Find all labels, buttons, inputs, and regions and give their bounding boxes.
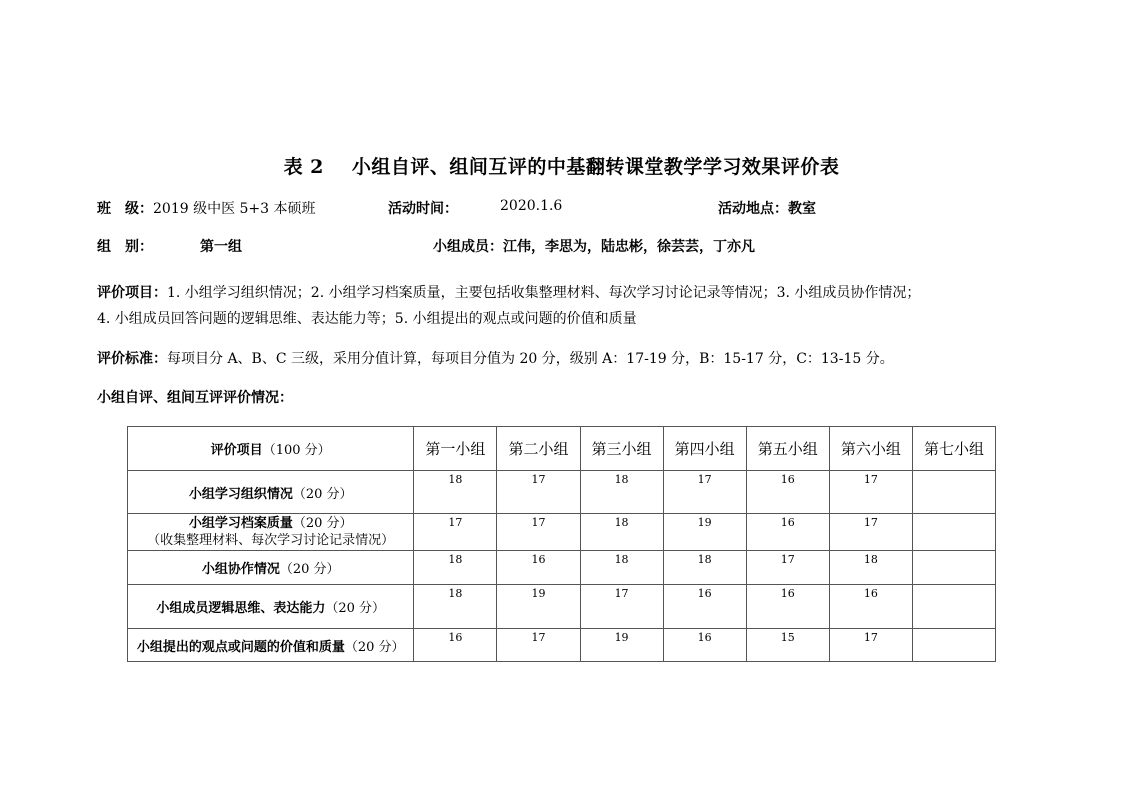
- score-cell: 18: [414, 551, 497, 585]
- header-group-3: 第三小组: [580, 427, 663, 471]
- score-cell: 17: [746, 551, 829, 585]
- table-header-row: [128, 427, 996, 471]
- score-cell: [912, 471, 995, 514]
- score-cell: 16: [414, 629, 497, 662]
- table-row: [128, 551, 996, 585]
- score-cell: 18: [829, 551, 912, 585]
- row-label: 小组协作情况（20 分）: [128, 551, 414, 585]
- items-text-1: 1. 小组学习组织情况；2. 小组学习档案质量，主要包括收集整理材料、每次学习讨论记录等情况；3. 小组成员协作情况；: [167, 285, 921, 301]
- members-info: [433, 236, 755, 256]
- score-cell: 17: [414, 514, 497, 551]
- table-row: [128, 514, 996, 551]
- class-label: 班 级：: [97, 201, 153, 217]
- score-cell: 19: [580, 629, 663, 662]
- score-cell: 17: [829, 514, 912, 551]
- score-cell: 16: [746, 514, 829, 551]
- evaluation-standard: [97, 346, 1037, 372]
- table-row: [128, 471, 996, 514]
- items-label: 评价项目：: [97, 285, 167, 301]
- score-cell: 16: [746, 471, 829, 514]
- header-item: 评价项目（100 分）: [128, 427, 414, 471]
- score-cell: 16: [497, 551, 580, 585]
- page-title: [0, 152, 1123, 179]
- score-cell: 17: [497, 514, 580, 551]
- class-info: [97, 198, 316, 218]
- class-value: 2019 级中医 5+3 本硕班: [153, 201, 316, 217]
- score-cell: 18: [414, 585, 497, 629]
- header-group-5: 第五小组: [746, 427, 829, 471]
- row-label: 小组学习组织情况（20 分）: [128, 471, 414, 514]
- evaluation-table: [127, 426, 996, 662]
- score-cell: 16: [663, 585, 746, 629]
- score-cell: 16: [663, 629, 746, 662]
- row-label: 小组提出的观点或问题的价值和质量（20 分）: [128, 629, 414, 662]
- members-label: 小组成员：: [433, 239, 503, 255]
- time-value: 2020.1.6: [500, 198, 563, 214]
- score-cell: 15: [746, 629, 829, 662]
- score-cell: 17: [829, 471, 912, 514]
- score-cell: [912, 629, 995, 662]
- score-cell: [912, 514, 995, 551]
- items-text-2: 4. 小组成员回答问题的逻辑思维、表达能力等；5. 小组提出的观点或问题的价值和质量: [97, 311, 637, 327]
- row-label: 小组学习档案质量（20 分） （收集整理材料、每次学习讨论记录情况）: [128, 514, 414, 551]
- place-info: [718, 198, 816, 218]
- table-row: [128, 585, 996, 629]
- score-cell: 16: [829, 585, 912, 629]
- score-cell: 18: [663, 551, 746, 585]
- standard-text: 每项目分 A、B、C 三级，采用分值计算，每项目分值为 20 分，级别 A：17-19 分，B：15-17 分，C：13-15 分。: [167, 351, 894, 367]
- score-cell: 18: [580, 514, 663, 551]
- table-number: 表 2: [283, 156, 324, 178]
- score-cell: 17: [829, 629, 912, 662]
- time-label: 活动时间：: [388, 201, 458, 217]
- row-label: 小组成员逻辑思维、表达能力（20 分）: [128, 585, 414, 629]
- section-label: 小组自评、组间互评评价情况：: [97, 390, 293, 406]
- place-value: 教室: [788, 201, 816, 217]
- header-group-2: 第二小组: [497, 427, 580, 471]
- score-cell: 16: [746, 585, 829, 629]
- score-cell: 18: [414, 471, 497, 514]
- evaluation-items: [97, 280, 1037, 332]
- header-group-7: 第七小组: [912, 427, 995, 471]
- place-label: 活动地点：: [718, 201, 788, 217]
- score-cell: [912, 585, 995, 629]
- score-cell: 19: [663, 514, 746, 551]
- score-cell: 17: [663, 471, 746, 514]
- table-row: [128, 629, 996, 662]
- score-cell: 17: [580, 585, 663, 629]
- score-cell: 19: [497, 585, 580, 629]
- score-cell: 18: [580, 551, 663, 585]
- score-cell: 18: [580, 471, 663, 514]
- score-cell: [912, 551, 995, 585]
- group-label: 组 别：: [97, 239, 153, 255]
- header-group-1: 第一小组: [414, 427, 497, 471]
- members-value: 江伟，李思为，陆忠彬，徐芸芸，丁亦凡: [503, 239, 755, 255]
- score-cell: 17: [497, 629, 580, 662]
- score-cell: 17: [497, 471, 580, 514]
- header-group-6: 第六小组: [829, 427, 912, 471]
- title-text: 小组自评、组间互评的中基翻转课堂教学学习效果评价表: [351, 156, 840, 178]
- group-value: 第一组: [200, 239, 242, 255]
- standard-label: 评价标准：: [97, 351, 167, 367]
- header-group-4: 第四小组: [663, 427, 746, 471]
